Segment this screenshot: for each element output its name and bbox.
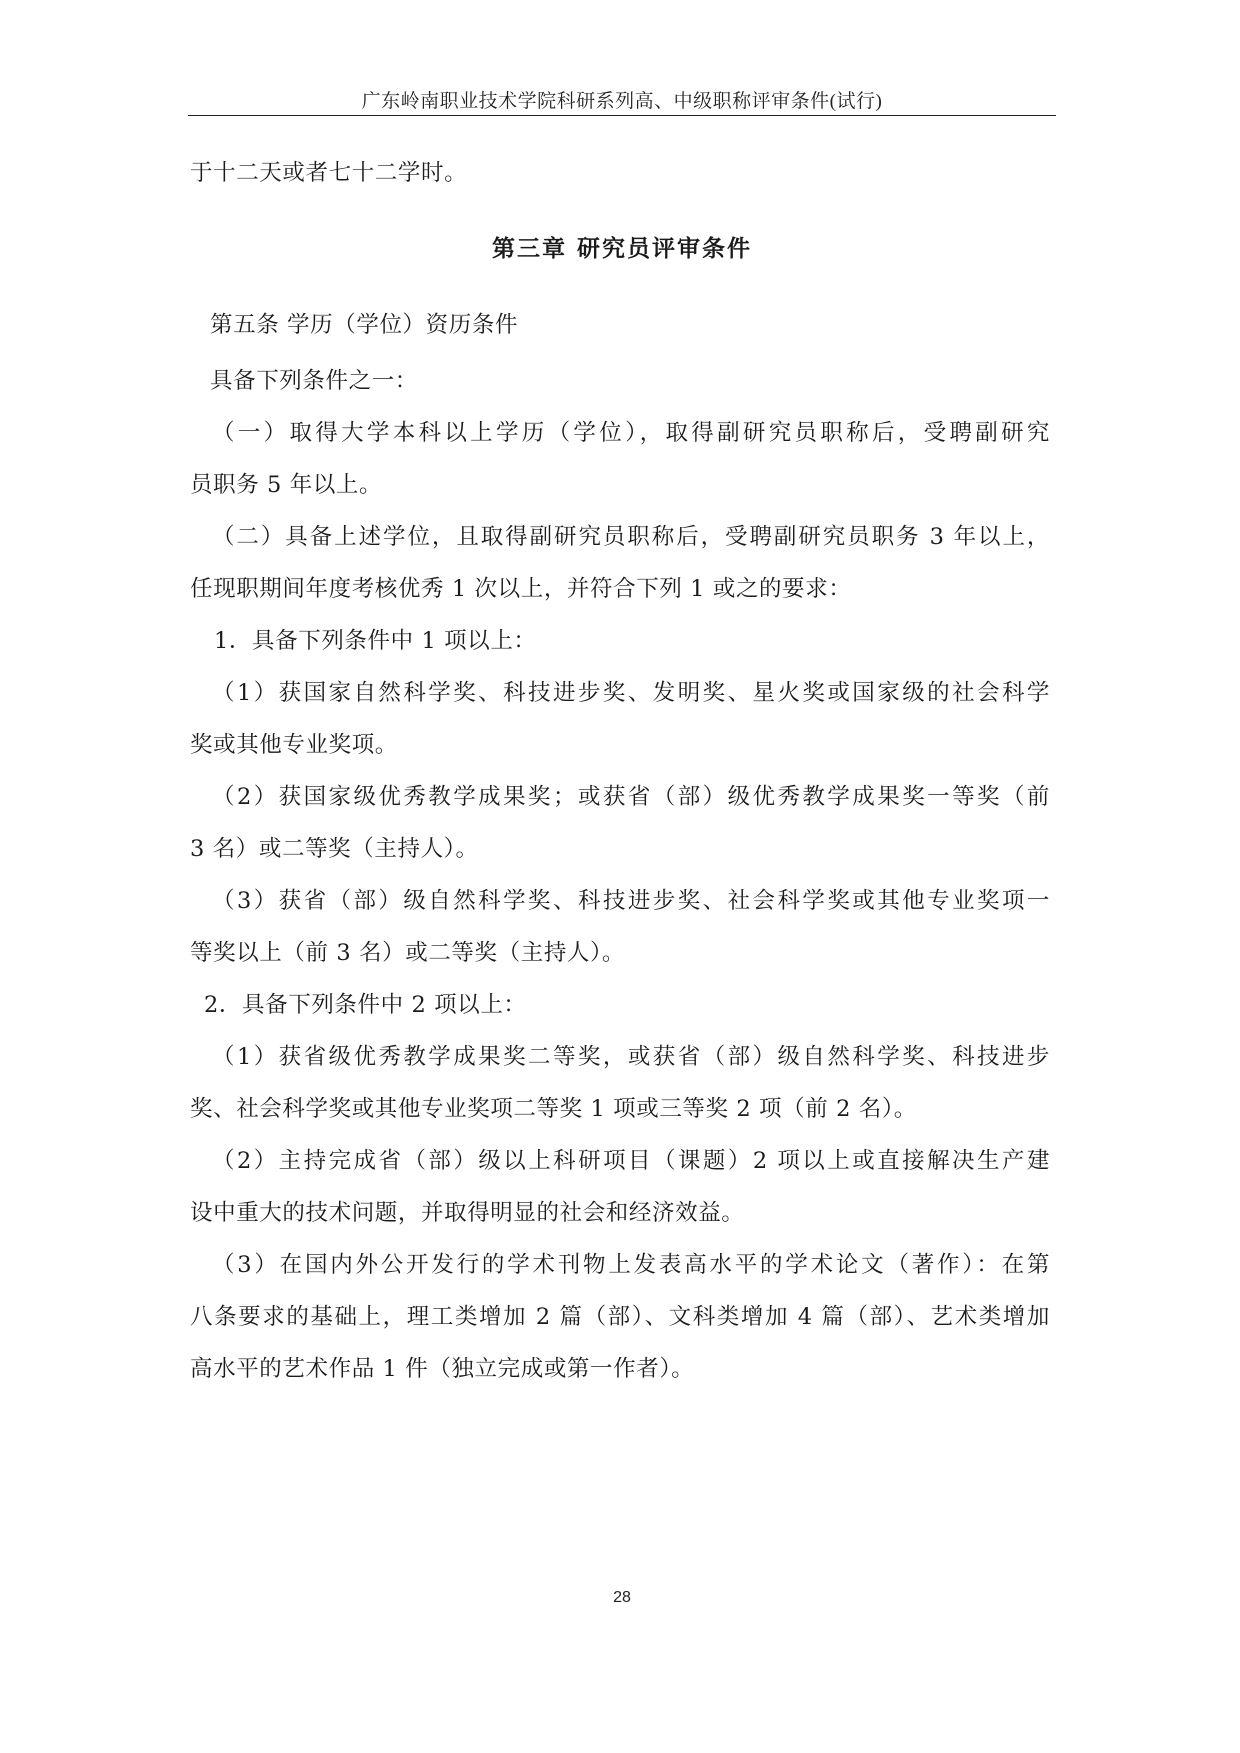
text-line: （3）在国内外公开发行的学术刊物上发表高水平的学术论文（著作）：在第 bbox=[212, 1252, 1050, 1278]
text-line: （二）具备上述学位，且取得副研究员职称后，受聘副研究员职务 3 年以上， bbox=[212, 524, 1050, 550]
text-line: 设中重大的技术问题，并取得明显的社会和经济效益。 bbox=[190, 1200, 745, 1226]
text-line: 八条要求的基础上，理工类增加 2 篇（部）、文科类增加 4 篇（部）、艺术类增加 bbox=[190, 1304, 1050, 1330]
text-line: （1）获国家自然科学奖、科技进步奖、发明奖、星火奖或国家级的社会科学 bbox=[212, 680, 1050, 706]
text-line: 具备下列条件之一： bbox=[210, 368, 418, 394]
page-number: 28 bbox=[613, 1589, 631, 1606]
list-item-heading: 1．具备下列条件中 1 项以上： bbox=[214, 628, 537, 654]
text-line: （1）获省级优秀教学成果奖二等奖，或获省（部）级自然科学奖、科技进步 bbox=[212, 1044, 1050, 1070]
text-line: （2）主持完成省（部）级以上科研项目（课题）2 项以上或直接解决生产建 bbox=[212, 1148, 1050, 1174]
list-item-heading: 2．具备下列条件中 2 项以上： bbox=[204, 992, 527, 1018]
text-line: 奖、社会科学奖或其他专业奖项二等奖 1 项或三等奖 2 项（前 2 名）。 bbox=[190, 1096, 917, 1122]
text-line: 等奖以上（前 3 名）或二等奖（主持人）。 bbox=[190, 940, 625, 966]
text-line: 任现职期间年度考核优秀 1 次以上，并符合下列 1 或之的要求： bbox=[190, 576, 852, 602]
article-heading: 第五条 学历（学位）资历条件 bbox=[210, 312, 519, 338]
text-line: 3 名）或二等奖（主持人）。 bbox=[190, 836, 479, 862]
text-line: （3）获省（部）级自然科学奖、科技进步奖、社会科学奖或其他专业奖项一 bbox=[212, 888, 1050, 914]
running-header: 广东岭南职业技术学院科研系列高、中级职称评审条件(试行) bbox=[361, 91, 883, 112]
header-divider bbox=[188, 115, 1056, 116]
text-line: （一）取得大学本科以上学历（学位），取得副研究员职称后，受聘副研究 bbox=[212, 420, 1050, 446]
text-line: 于十二天或者七十二学时。 bbox=[190, 160, 468, 186]
text-line: 员职务 5 年以上。 bbox=[190, 472, 383, 498]
text-line: （2）获国家级优秀教学成果奖；或获省（部）级优秀教学成果奖一等奖（前 bbox=[212, 784, 1050, 810]
text-line: 高水平的艺术作品 1 件（独立完成或第一作者）。 bbox=[190, 1356, 695, 1382]
chapter-heading: 第三章 研究员评审条件 bbox=[491, 236, 752, 262]
text-line: 奖或其他专业奖项。 bbox=[190, 732, 398, 758]
